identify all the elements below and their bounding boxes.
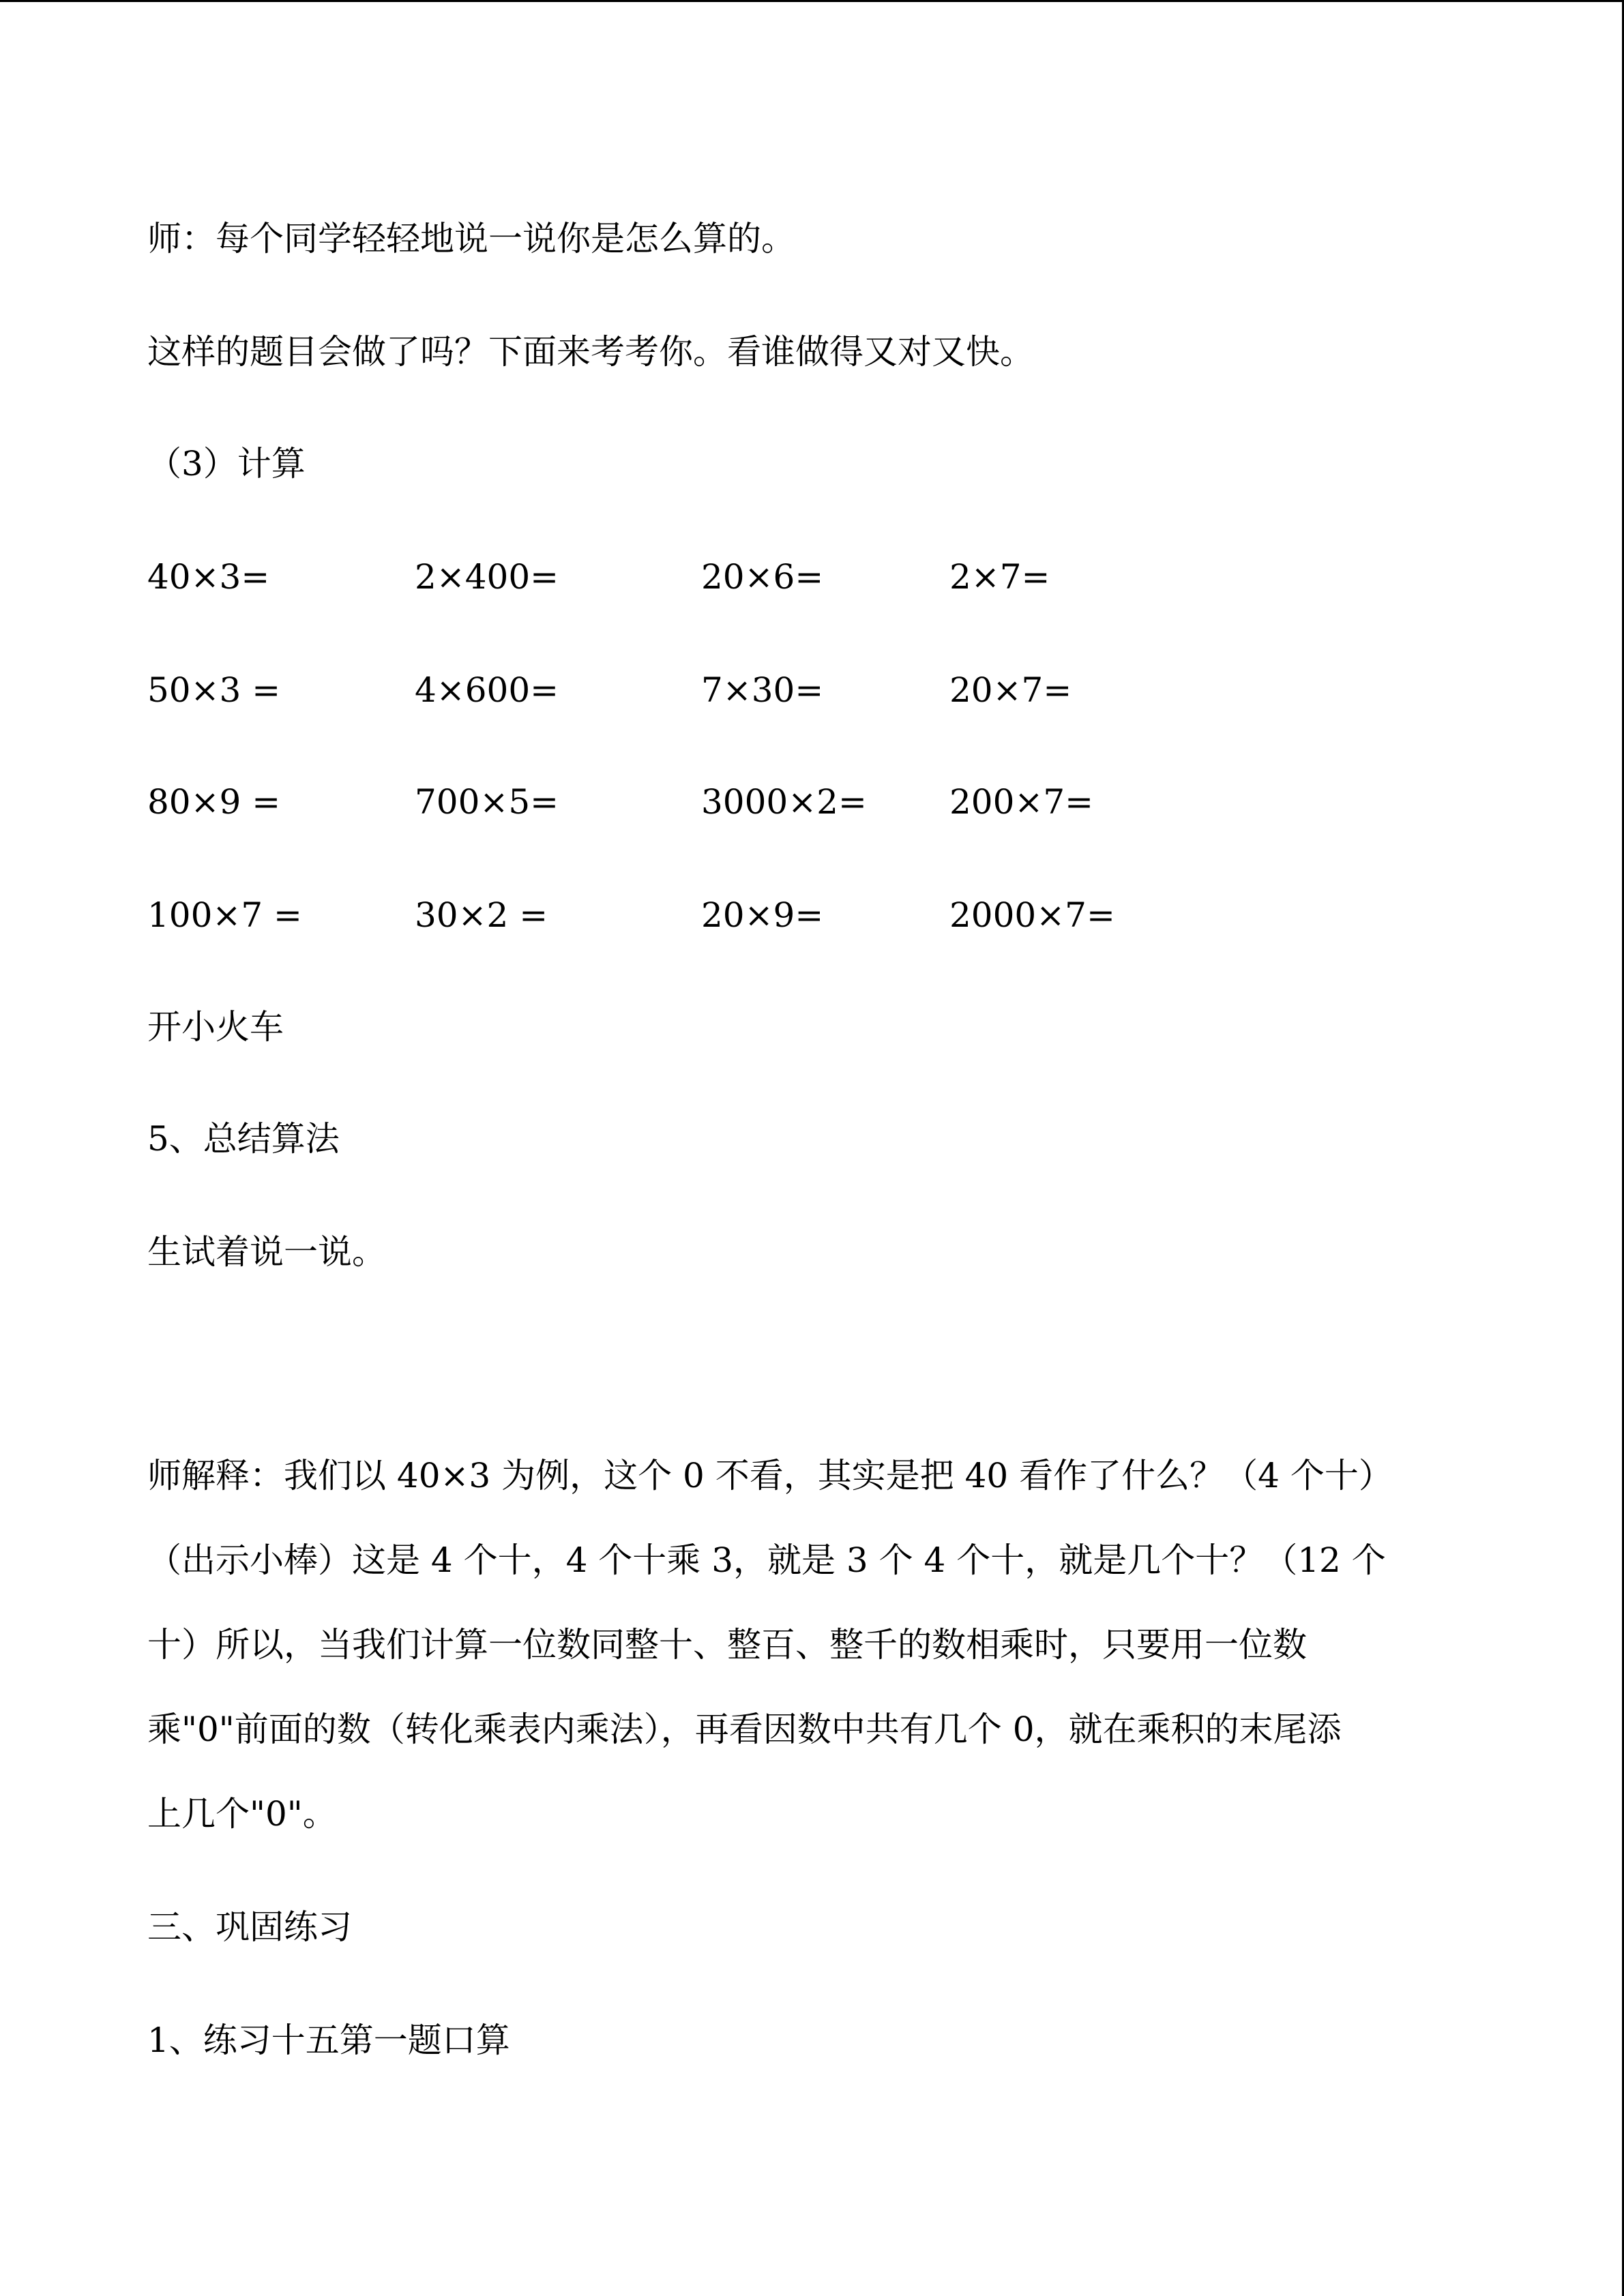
calc-cell: 20×6= — [701, 557, 824, 597]
calc-cell: 2×7= — [949, 557, 1050, 597]
exercise-line: 1、练习十五第一题口算 — [147, 2021, 510, 2060]
explanation-paragraph — [147, 1433, 1484, 1856]
calc-heading: （3）计算 — [147, 444, 306, 483]
calc-cell: 4×600= — [415, 670, 559, 710]
challenge-line: 这样的题目会做了吗？下面来考考你。看谁做得又对又快。 — [147, 332, 1034, 372]
calc-cell: 80×9 = — [147, 782, 281, 822]
explanation-line: 十）所以，当我们计算一位数同整十、整百、整千的数相乘时，只要用一位数 — [147, 1625, 1307, 1665]
explanation-line: 师解释：我们以 40×3 为例，这个 0 不看，其实是把 40 看作了什么？（4 个十） — [147, 1456, 1393, 1495]
calc-cell: 30×2 = — [415, 895, 548, 935]
calc-cell: 2000×7= — [949, 895, 1115, 935]
calc-cell: 200×7= — [949, 782, 1094, 822]
calc-cell: 20×7= — [949, 670, 1072, 710]
page-top-border — [0, 0, 1624, 2]
calc-cell: 7×30= — [701, 670, 824, 710]
summary-heading: 5、总结算法 — [147, 1119, 340, 1159]
calc-cell: 40×3= — [147, 557, 270, 597]
explanation-line: 乘"0"前面的数（转化乘表内乘法），再看因数中共有几个 0，就在乘积的末尾添 — [147, 1710, 1342, 1749]
calc-cell: 100×7 = — [147, 895, 302, 935]
calc-cell: 50×3 = — [147, 670, 281, 710]
train-game-line: 开小火车 — [147, 1007, 284, 1047]
calc-cell: 20×9= — [701, 895, 824, 935]
calc-cell: 700×5= — [415, 782, 559, 822]
teacher-prompt-line: 师：每个同学轻轻地说一说你是怎么算的。 — [147, 219, 795, 258]
explanation-line: 上几个"0"。 — [147, 1794, 337, 1834]
explanation-line: （出示小棒）这是 4 个十，4 个十乘 3，就是 3 个 4 个十，就是几个十？（12 个 — [147, 1540, 1386, 1580]
calc-cell: 2×400= — [415, 557, 559, 597]
student-line: 生试着说一说。 — [147, 1232, 386, 1272]
calc-cell: 3000×2= — [701, 782, 867, 822]
practice-heading: 三、巩固练习 — [147, 1907, 352, 1947]
